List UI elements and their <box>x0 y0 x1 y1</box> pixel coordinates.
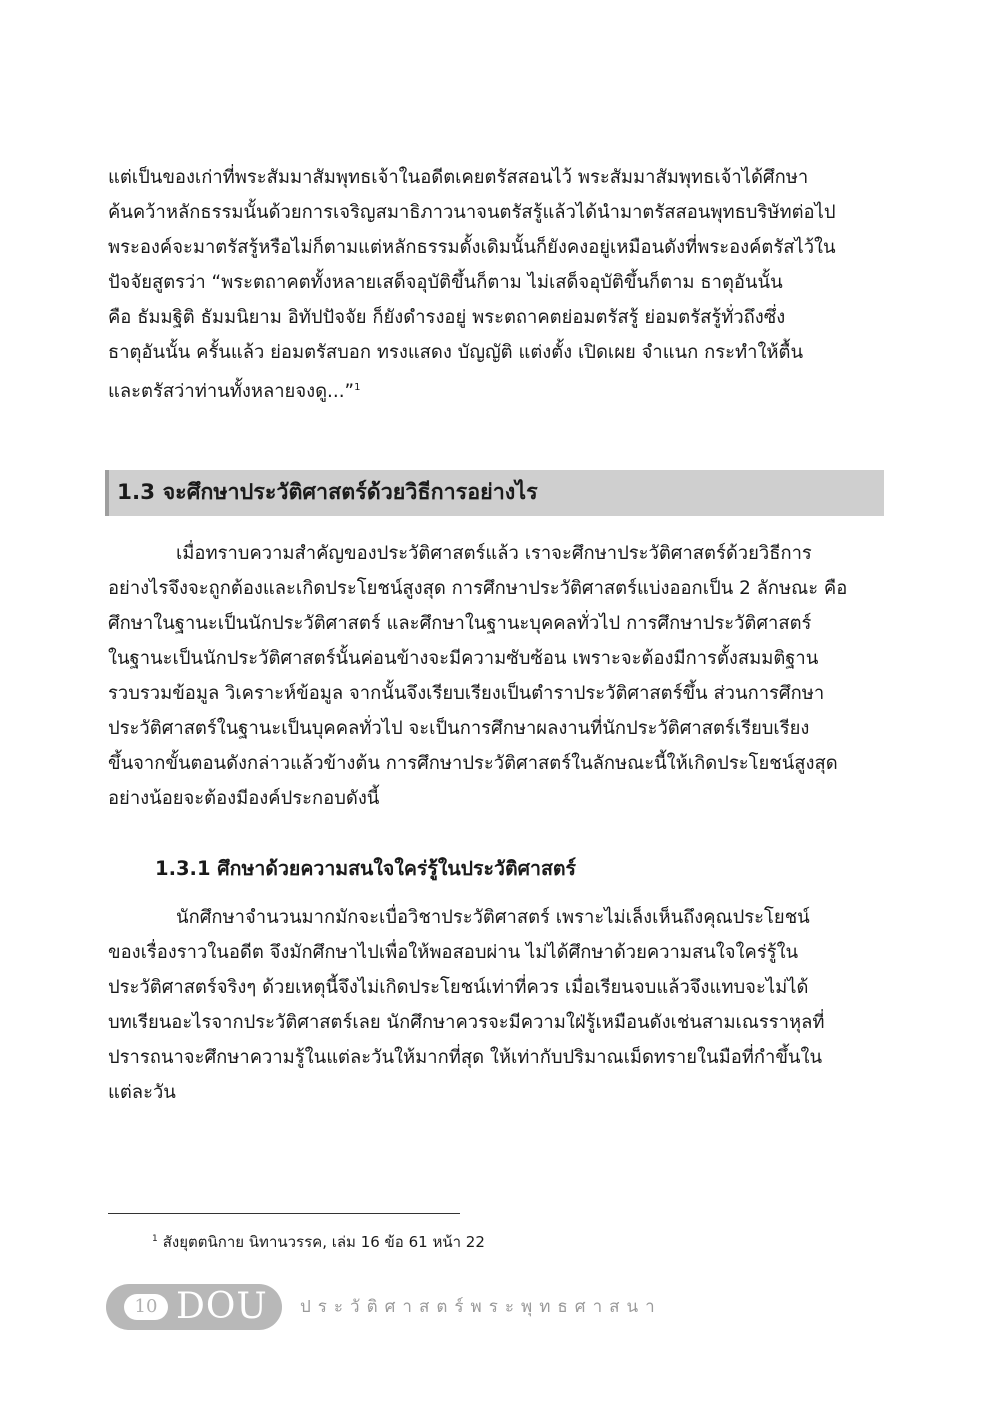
footnote-mark: 1 <box>152 1234 158 1244</box>
text-line: ธาตุอันนั้น ครั้นแล้ว ย่อมตรัสบอก ทรงแสดง บัญญัติ แต่งตั้ง เปิดเผย จำแนก กระทำให้ตื้น <box>108 342 804 363</box>
subsection-title: 1.3.1 ศึกษาด้วยความสนใจใคร่รู้ในประวัติศาสตร์ <box>155 857 576 880</box>
text-line: ของเรื่องราวในอดีต จึงมักศึกษาไปเพื่อให้พอสอบผ่าน ไม่ได้ศึกษาด้วยความสนใจใคร่รู้ใน <box>108 942 799 963</box>
footer-badge <box>106 1284 282 1330</box>
footnote-reference[interactable]: 1 <box>354 382 361 393</box>
running-title: ประวัติศาสตร์พระพุทธศาสนา <box>300 1297 662 1317</box>
text-line: ปัจจัยสูตรว่า “พระตถาคตทั้งหลายเสด็จอุบัติขึ้นก็ตาม ไม่เสด็จอุบัติขึ้นก็ตาม ธาตุอันนั้น <box>108 272 783 293</box>
section-title: 1.3 จะศึกษาประวัติศาสตร์ด้วยวิธีการอย่างไร <box>117 480 538 505</box>
subsection-paragraph <box>108 900 880 1110</box>
dou-logo: DOU <box>176 1286 268 1327</box>
footnote-text: สังยุตตนิกาย นิทานวรรค, เล่ม 16 ข้อ 61 หน้า 22 <box>162 1233 485 1251</box>
text-line: ขึ้นจากขั้นตอนดังกล่าวแล้วข้างต้น การศึกษาประวัติศาสตร์ในลักษณะนี้ให้เกิดประโยชน์สูงสุด <box>108 753 838 774</box>
text-line: เมื่อทราบความสำคัญของประวัติศาสตร์แล้ว เราจะศึกษาประวัติศาสตร์ด้วยวิธีการ <box>176 543 812 564</box>
section-paragraph <box>108 536 880 816</box>
text-line-text: และตรัสว่าท่านทั้งหลายจงดู...” <box>108 381 355 403</box>
text-line: รวบรวมข้อมูล วิเคราะห์ข้อมูล จากนั้นจึงเรียบเรียงเป็นตำราประวัติศาสตร์ขึ้น ส่วนการศึกษา <box>108 683 825 704</box>
text-line: นักศึกษาจำนวนมากมักจะเบื่อวิชาประวัติศาสตร์ เพราะไม่เล็งเห็นถึงคุณประโยชน์ <box>176 907 810 928</box>
text-line: ค้นคว้าหลักธรรมนั้นด้วยการเจริญสมาธิภาวนาจนตรัสรู้แล้วได้นำมาตรัสสอนพุทธบริษัทต่อไป <box>108 202 836 223</box>
text-line: อย่างไรจึงจะถูกต้องและเกิดประโยชน์สูงสุด การศึกษาประวัติศาสตร์แบ่งออกเป็น 2 ลักษณะ คือ <box>108 578 848 599</box>
text-line: ประวัติศาสตร์จริงๆ ด้วยเหตุนี้จึงไม่เกิดประโยชน์เท่าที่ควร เมื่อเรียนจบแล้วจึงแทบจะไม่ได้ <box>108 977 809 998</box>
section-heading-bar <box>105 470 884 516</box>
intro-paragraph <box>108 160 880 409</box>
footnote-divider <box>108 1213 460 1214</box>
text-line: แต่เป็นของเก่าที่พระสัมมาสัมพุทธเจ้าในอดีตเคยตรัสสอนไว้ พระสัมมาสัมพุทธเจ้าได้ศึกษา <box>108 167 809 188</box>
text-line: ปรารถนาจะศึกษาความรู้ในแต่ละวันให้มากที่สุด ให้เท่ากับปริมาณเม็ดทรายในมือที่กำขึ้นใน <box>108 1047 823 1068</box>
text-line: แต่ละวัน <box>108 1082 176 1103</box>
text-line: ศึกษาในฐานะเป็นนักประวัติศาสตร์ และศึกษาในฐานะบุคคลทั่วไป การศึกษาประวัติศาสตร์ <box>108 613 812 634</box>
text-line: อย่างน้อยจะต้องมีองค์ประกอบดังนี้ <box>108 788 380 809</box>
page-number: 10 <box>124 1294 168 1320</box>
text-line-last <box>108 370 880 409</box>
text-line: พระองค์จะมาตรัสรู้หรือไม่ก็ตามแต่หลักธรรมดั้งเดิมนั้นก็ยังคงอยู่เหมือนดังที่พระองค์ตรัสไว้ใน <box>108 237 836 258</box>
text-line: ประวัติศาสตร์ในฐานะเป็นบุคคลทั่วไป จะเป็นการศึกษาผลงานที่นักประวัติศาสตร์เรียบเรียง <box>108 718 810 739</box>
text-line: คือ ธัมมฐิติ ธัมมนิยาม อิทัปปัจจัย ก็ยังดำรงอยู่ พระตถาคตย่อมตรัสรู้ ย่อมตรัสรู้ทั่วถึงซึ่ง <box>108 307 786 328</box>
text-line: บทเรียนอะไรจากประวัติศาสตร์เลย นักศึกษาควรจะมีความใฝ่รู้เหมือนดังเช่นสามเณรราหุลที่ <box>108 1012 825 1033</box>
text-line: ในฐานะเป็นนักประวัติศาสตร์นั้นค่อนข้างจะมีความซับซ้อน เพราะจะต้องมีการตั้งสมมติฐาน <box>108 648 819 669</box>
footnote <box>152 1227 485 1254</box>
